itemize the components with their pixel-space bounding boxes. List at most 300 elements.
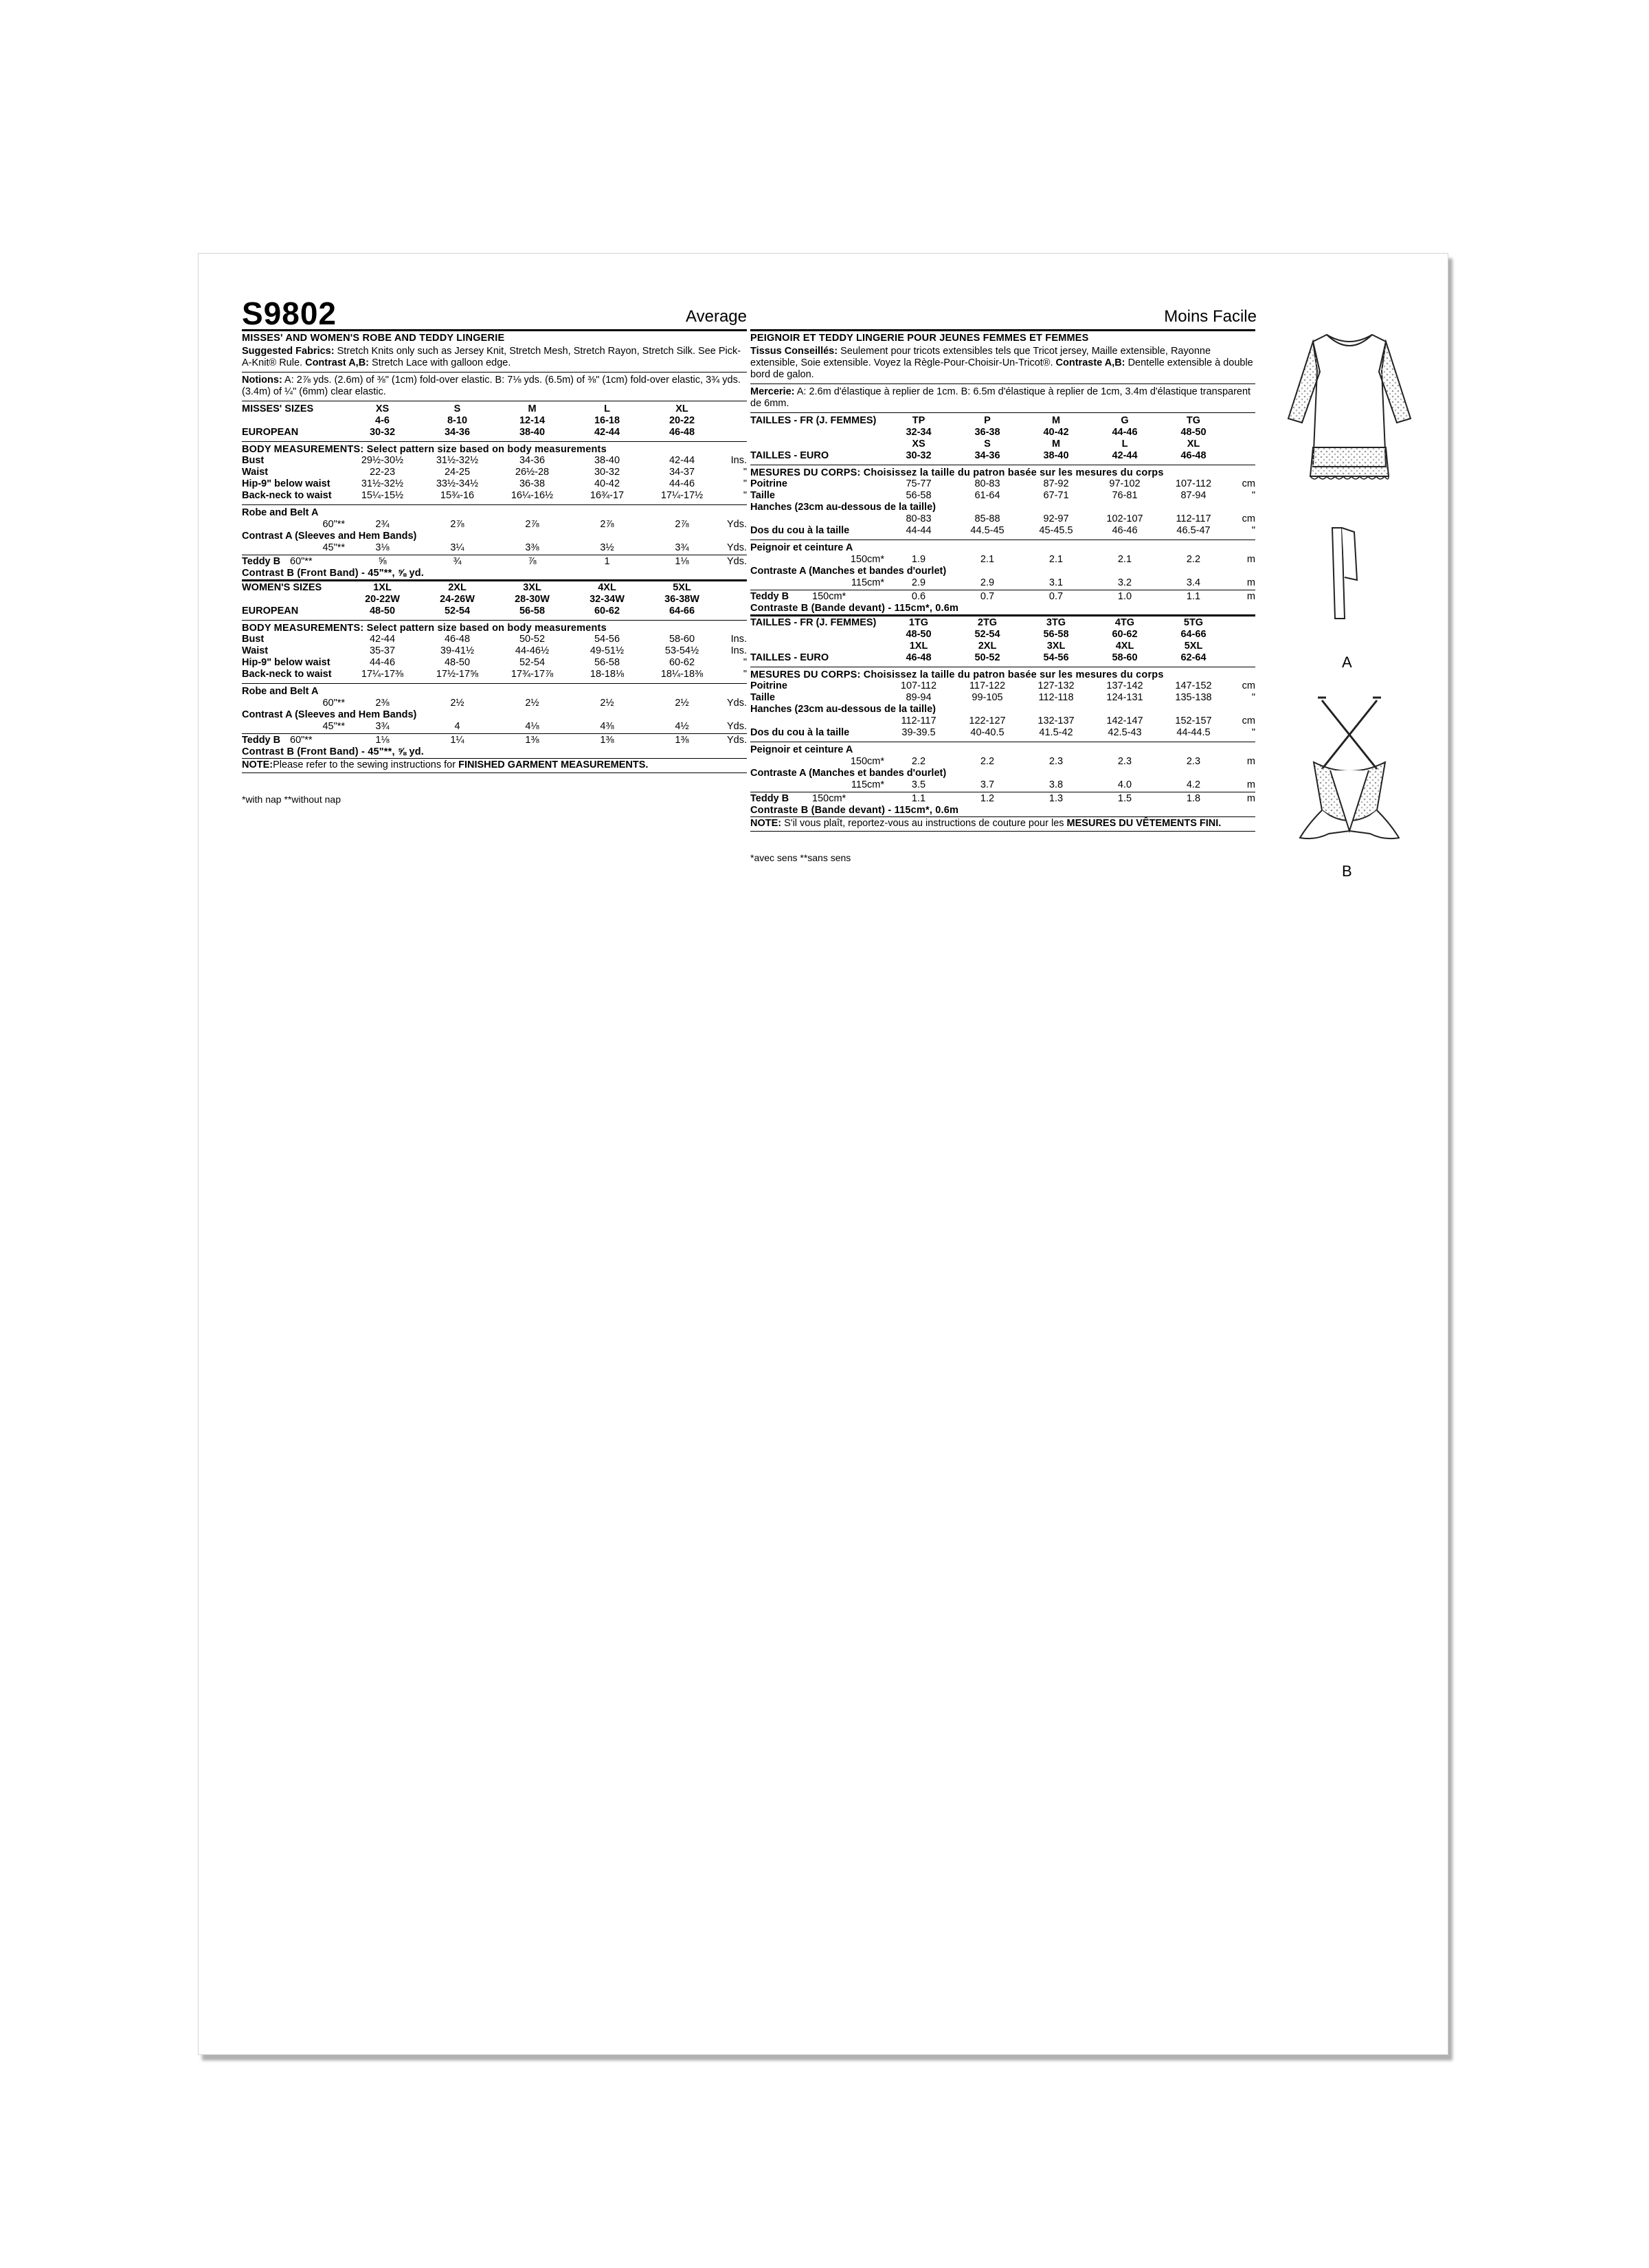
measure-label: Hip-9" below waist [242, 657, 330, 668]
empty-cell [242, 415, 345, 427]
measure-label: Back-neck to waist [242, 490, 332, 501]
cell: 67-71 [1043, 490, 1069, 501]
table-row [750, 502, 1255, 513]
size-cell: 42-44 [594, 427, 620, 438]
table-row [750, 513, 1255, 525]
size-cell: 12-14 [519, 415, 546, 426]
table-row [750, 779, 1255, 791]
cell: 58-60 [669, 634, 695, 645]
note-text: S'il vous plaît, reportez-vous au instructions de couture pour les [784, 818, 1064, 829]
cell: 17½-17⅝ [436, 669, 479, 680]
table-row [242, 542, 747, 554]
fabrics-paragraph [750, 346, 1255, 381]
cell: 36-38 [519, 478, 546, 489]
cell: 54-56 [594, 634, 620, 645]
size-cell: 20-22 [669, 415, 695, 426]
size-cell: G [1121, 415, 1129, 426]
cell: ⅝ [378, 556, 387, 567]
women-teddy-table [750, 793, 1255, 805]
size-cell: 36-38W [664, 594, 699, 605]
unit: cm [1242, 715, 1255, 726]
unit: cm [1242, 513, 1255, 524]
unit: Ins. [730, 645, 747, 656]
size-cell: 5XL [673, 582, 691, 593]
size-cell: 30-32 [369, 427, 396, 438]
table-row [750, 554, 1255, 566]
cell: 44-46 [669, 478, 695, 489]
cell: 1⅜ [675, 735, 689, 746]
cell: 4.0 [1117, 779, 1132, 790]
cell: 2⅞ [525, 519, 539, 530]
cell: 1.9 [911, 554, 926, 565]
teddy-illustration [1281, 693, 1418, 852]
cell: 1¼ [450, 735, 464, 746]
cell: 99-105 [972, 692, 1003, 703]
cell: 122-127 [969, 715, 1006, 726]
cell: 80-83 [906, 513, 932, 524]
size-cell: 24-26W [440, 594, 475, 605]
cell: 17¼-17⅜ [361, 669, 404, 680]
fabric-width: 115cm* [851, 577, 884, 588]
cell: 2.9 [911, 577, 926, 588]
cell: 2⅞ [450, 519, 464, 530]
size-cell: 2XL [448, 582, 467, 593]
misses-yardage-table [242, 507, 747, 554]
women-teddy-table [242, 735, 747, 746]
cell: 4.2 [1186, 779, 1201, 790]
cell: 87-94 [1180, 490, 1207, 501]
size-cell: 5XL [1184, 641, 1203, 652]
size-cell: 52-54 [444, 605, 471, 616]
cell: 44-46½ [515, 645, 550, 656]
table-row [242, 403, 747, 415]
fabric-width: 115cm* [851, 779, 884, 790]
misses-yardage-table [750, 542, 1255, 589]
cell: 2.1 [980, 554, 995, 565]
size-cell: 42-44 [1112, 450, 1138, 461]
view-label: Contraste A (Manches et bandes d'ourlet) [750, 768, 947, 779]
divider [750, 831, 1255, 832]
measure-label: Taille [750, 490, 775, 501]
fabric-width: 60"** [322, 698, 345, 709]
size-cell: 56-58 [1043, 629, 1069, 640]
measure-label: Poitrine [750, 478, 787, 489]
cell: 107-112 [900, 680, 937, 691]
measure-label: Poitrine [750, 680, 787, 691]
divider [242, 772, 747, 773]
cell: 3.4 [1186, 577, 1201, 588]
cell: 2.9 [980, 577, 995, 588]
table-row [242, 507, 747, 519]
cell: 38-40 [594, 455, 620, 466]
unit: m [1246, 779, 1255, 790]
cell: 48-50 [444, 657, 471, 668]
cell: 3½ [600, 542, 614, 553]
size-cell: 32-34 [906, 427, 932, 438]
cell: 3.5 [911, 779, 926, 790]
women-yardage-table [242, 686, 747, 733]
divider [242, 372, 747, 373]
size-header-label: TAILLES - EURO [750, 450, 829, 461]
cell: 46-48 [444, 634, 471, 645]
size-header-label: TAILLES - FR (J. FEMMES) [750, 415, 877, 426]
cell: 2.3 [1186, 756, 1201, 767]
size-cell: 32-34W [590, 594, 625, 605]
contrast-b-line: Contraste B (Bande devant) - 115cm*, 0.6m [750, 603, 959, 614]
table-row [242, 415, 747, 427]
cell: 35-37 [369, 645, 396, 656]
cell: 1.8 [1186, 793, 1201, 804]
size-cell: 34-36 [444, 427, 471, 438]
size-cell: 1XL [373, 582, 392, 593]
english-header [242, 295, 747, 331]
cell: 1.2 [980, 793, 995, 804]
table-row [242, 556, 747, 568]
view-label: Teddy B [242, 556, 281, 567]
unit: Yds. [726, 519, 747, 530]
fabrics-paragraph [242, 346, 747, 369]
unit: Ins. [730, 634, 747, 645]
table-row [242, 605, 747, 617]
divider [242, 683, 747, 684]
size-cell: XS [375, 403, 390, 414]
table-row [242, 657, 747, 669]
notions-label: Mercerie: [750, 386, 795, 397]
size-cell: 4XL [598, 582, 616, 593]
cell: 4⅛ [525, 721, 539, 732]
empty-cell [719, 415, 747, 427]
size-header-label: TAILLES - FR (J. FEMMES) [750, 617, 877, 628]
cell: 1⅛ [675, 556, 689, 567]
size-cell: P [984, 415, 991, 426]
table-row [242, 686, 747, 698]
size-cell: L [604, 403, 610, 414]
pattern-code: S9802 [242, 296, 337, 331]
note-label: NOTE: [750, 818, 782, 829]
cell: 15¾-16 [440, 490, 475, 501]
view-label: Robe and Belt A [242, 507, 319, 518]
cell: 97-102 [1109, 478, 1141, 489]
cell: 44.5-45 [970, 525, 1005, 536]
body-measurements-heading: MESURES DU CORPS: Choisissez la taille du patron basée sur les mesures du corps [750, 669, 1164, 680]
cell: 1⅜ [525, 735, 539, 746]
notions-label: Notions: [242, 375, 282, 386]
cell: 112-117 [1176, 513, 1211, 524]
women-body-table [242, 634, 747, 680]
view-a-label: A [1342, 654, 1352, 671]
cell: 26½-28 [515, 467, 550, 478]
body-measurements-heading: MESURES DU CORPS: Choisissez la taille du patron basée sur les mesures du corps [750, 467, 1164, 478]
divider [750, 329, 1255, 331]
table-row [750, 692, 1255, 704]
unit: m [1246, 756, 1255, 767]
fabrics-label: Suggested Fabrics: [242, 346, 335, 357]
empty-cell [719, 594, 747, 605]
cell: 3.7 [980, 779, 995, 790]
cell: 16¾-17 [590, 490, 625, 501]
view-label: Robe and Belt A [242, 686, 319, 697]
empty-cell [750, 641, 884, 652]
note-label: NOTE: [242, 759, 273, 770]
cell: 1.5 [1117, 793, 1132, 804]
cell: 46-46 [1112, 525, 1138, 536]
cell: 46.5-47 [1176, 525, 1211, 536]
cell: 30-32 [594, 467, 620, 478]
table-row [242, 594, 747, 605]
size-cell: 48-50 [906, 629, 932, 640]
cell: 92-97 [1043, 513, 1069, 524]
view-label: Teddy B [750, 793, 789, 804]
misses-teddy-table [750, 591, 1255, 603]
cell: 33½-34½ [436, 478, 479, 489]
size-cell: 16-18 [594, 415, 620, 426]
unit: " [743, 490, 747, 501]
table-row [242, 669, 747, 680]
cell: 17¾-17⅞ [511, 669, 554, 680]
table-row [750, 680, 1255, 692]
cell: 2.2 [980, 756, 995, 767]
table-row [750, 715, 1255, 727]
measure-label: Waist [242, 645, 269, 656]
table-row [750, 427, 1255, 438]
size-cell: M [528, 403, 537, 414]
fabrics-text: Seulement pour tricots extensibles tels que Tricot jersey, Maille extensible, Rayonne extensible, Soie extensible. Voyez la Règle-Pour-Choisir-Un-Tricot®. [750, 346, 1211, 368]
measure-label: Bust [242, 455, 265, 466]
contrast-b-line: Contraste B (Bande devant) - 115cm*, 0.6m [750, 805, 959, 816]
cell: 15¼-15½ [361, 490, 404, 501]
size-header-label: TAILLES - EURO [750, 652, 829, 663]
divider [242, 441, 747, 442]
cell: 3.1 [1048, 577, 1064, 588]
table-row [750, 704, 1255, 715]
size-cell: XL [1187, 438, 1200, 449]
cell: 56-58 [906, 490, 932, 501]
table-row [242, 634, 747, 645]
table-row [750, 793, 1255, 805]
divider [750, 383, 1255, 384]
empty-cell [719, 403, 747, 415]
difficulty-level: Average [686, 307, 747, 326]
divider [750, 816, 1255, 817]
unit: m [1246, 577, 1255, 588]
unit: " [743, 657, 747, 668]
cell: 2.2 [911, 756, 926, 767]
women-sizes-table [242, 582, 747, 617]
view-label: Peignoir et ceinture A [750, 744, 853, 755]
footnote: *avec sens **sans sens [750, 852, 851, 863]
cell: 34-37 [669, 467, 695, 478]
cell: 0.7 [980, 591, 995, 602]
unit: " [1251, 525, 1255, 536]
size-cell: 64-66 [669, 605, 695, 616]
cell: 42.5-43 [1108, 727, 1142, 738]
size-cell: TP [912, 415, 926, 426]
cell: 3⅜ [525, 542, 539, 553]
notions-paragraph [750, 386, 1255, 410]
misses-sizes-table [750, 415, 1255, 462]
french-column [750, 295, 1255, 863]
empty-cell [719, 605, 747, 617]
cell: 2.1 [1048, 554, 1064, 565]
table-row [242, 735, 747, 746]
cell: 31½-32½ [436, 455, 479, 466]
size-cell: 5TG [1183, 617, 1204, 628]
cell: 16¼-16½ [511, 490, 554, 501]
view-label: Teddy B [242, 735, 281, 746]
size-cell: 48-50 [1180, 427, 1207, 438]
empty-cell [1228, 438, 1255, 450]
size-cell: 60-62 [1112, 629, 1138, 640]
divider [242, 579, 747, 581]
cell: 117-122 [969, 680, 1006, 691]
cell: 112-117 [901, 715, 936, 726]
cell: 107-112 [1175, 478, 1212, 489]
table-row [750, 542, 1255, 554]
size-cell: XS [912, 438, 926, 449]
cell: 49-51½ [590, 645, 625, 656]
table-row [750, 478, 1255, 490]
table-row [242, 709, 747, 721]
size-cell: S [984, 438, 991, 449]
unit: cm [1242, 478, 1255, 489]
fabric-width: 60"** [290, 556, 313, 567]
table-row [750, 450, 1255, 462]
empty-cell [1228, 629, 1255, 641]
measure-label: Dos du cou à la taille [750, 727, 850, 738]
cell: 44-44 [906, 525, 932, 536]
unit: m [1246, 554, 1255, 565]
table-row [750, 525, 1255, 537]
cell: 44-46 [369, 657, 396, 668]
cell: 137-142 [1106, 680, 1143, 691]
fabric-width: 150cm* [812, 591, 846, 602]
cell: 76-81 [1112, 490, 1138, 501]
fabric-width: 45"** [322, 542, 345, 553]
fabric-width: 150cm* [812, 793, 846, 804]
cell: 1.0 [1117, 591, 1132, 602]
french-header [750, 295, 1255, 328]
note-bold-text: FINISHED GARMENT MEASUREMENTS. [458, 759, 649, 770]
cell: 3¾ [375, 721, 390, 732]
view-label: Contrast A (Sleeves and Hem Bands) [242, 531, 417, 542]
measure-label: Bust [242, 634, 265, 645]
note-line [242, 759, 747, 771]
notions-text: A: 2.6m d'élastique à replier de 1cm. B: 6.5m d'élastique à replier de 1cm, 3.4m d'élastique transparent de 6mm. [750, 386, 1251, 409]
view-label: Teddy B [750, 591, 789, 602]
empty-cell [1228, 450, 1255, 462]
cell: 1.1 [1186, 591, 1201, 602]
cell: 44-44.5 [1176, 727, 1211, 738]
pattern-title: MISSES' AND WOMEN'S ROBE AND TEDDY LINGERIE [242, 333, 505, 344]
fabric-width: 45"** [322, 721, 345, 732]
table-row [242, 490, 747, 502]
empty-cell [750, 427, 884, 438]
size-cell: 54-56 [1043, 652, 1069, 663]
cell: 2.1 [1117, 554, 1132, 565]
table-row [750, 438, 1255, 450]
cell: 39-39.5 [901, 727, 936, 738]
table-row [242, 478, 747, 490]
cell: 17¼-17½ [660, 490, 704, 501]
measure-label: Hip-9" below waist [242, 478, 330, 489]
cell: 56-58 [594, 657, 620, 668]
cell: 39-41½ [440, 645, 475, 656]
size-cell: 56-58 [519, 605, 546, 616]
cell: 22-23 [369, 467, 396, 478]
size-cell: 4XL [1115, 641, 1134, 652]
unit: Yds. [726, 698, 747, 709]
size-cell: 40-42 [1043, 427, 1069, 438]
pattern-title: PEIGNOIR ET TEDDY LINGERIE POUR JEUNES FEMMES ET FEMMES [750, 333, 1089, 344]
size-cell: 64-66 [1180, 629, 1207, 640]
size-cell: M [1051, 415, 1061, 426]
contrast-text: Stretch Lace with galloon edge. [372, 357, 511, 368]
cell: 1.1 [911, 793, 926, 804]
cell: 0.7 [1048, 591, 1064, 602]
cell: 42-44 [669, 455, 695, 466]
cell: 18-18⅛ [590, 669, 625, 680]
cell: 2⅞ [600, 519, 614, 530]
table-row [750, 629, 1255, 641]
unit: " [743, 467, 747, 478]
cell: 34-36 [519, 455, 546, 466]
cell: 1.3 [1048, 793, 1064, 804]
belt-illustration [1319, 525, 1380, 621]
table-row [750, 577, 1255, 589]
empty-cell [750, 629, 884, 641]
measure-label: Back-neck to waist [242, 669, 332, 680]
note-bold-text: MESURES DU VÊTEMENTS FINI. [1066, 818, 1222, 829]
size-cell: 50-52 [974, 652, 1000, 663]
unit: Yds. [726, 542, 747, 553]
table-row [750, 617, 1255, 629]
empty-cell [750, 715, 884, 727]
cell: 142-147 [1106, 715, 1143, 726]
cell: 3¼ [450, 542, 464, 553]
cell: 3.2 [1117, 577, 1132, 588]
contrast-label: Contrast A,B: [305, 357, 369, 368]
cell: 31½-32½ [361, 478, 404, 489]
size-cell: S [453, 403, 461, 414]
cell: 2.3 [1048, 756, 1064, 767]
empty-cell [242, 594, 345, 605]
table-row [242, 519, 747, 531]
cell: 2½ [675, 698, 689, 709]
pattern-back-sheet [198, 253, 1448, 2055]
difficulty-level: Moins Facile [1164, 307, 1257, 326]
size-cell: 38-40 [1043, 450, 1069, 461]
measure-label: Taille [750, 692, 775, 703]
empty-cell [1228, 415, 1255, 427]
cell: 2.2 [1186, 554, 1201, 565]
size-cell: 58-60 [1112, 652, 1138, 663]
cell: 80-83 [974, 478, 1000, 489]
english-column [242, 295, 747, 805]
cell: 40-40.5 [970, 727, 1005, 738]
size-cell: 2XL [978, 641, 997, 652]
size-cell: 3XL [523, 582, 541, 593]
unit: Yds. [726, 721, 747, 732]
unit: m [1246, 793, 1255, 804]
contrast-text: Dentelle extensible à double bord de galon. [750, 357, 1253, 380]
divider [242, 504, 747, 505]
empty-cell [750, 438, 884, 450]
cell: 1 [604, 556, 610, 567]
table-row [242, 582, 747, 594]
women-sizes-table [750, 617, 1255, 664]
divider [242, 733, 747, 734]
table-row [750, 768, 1255, 779]
